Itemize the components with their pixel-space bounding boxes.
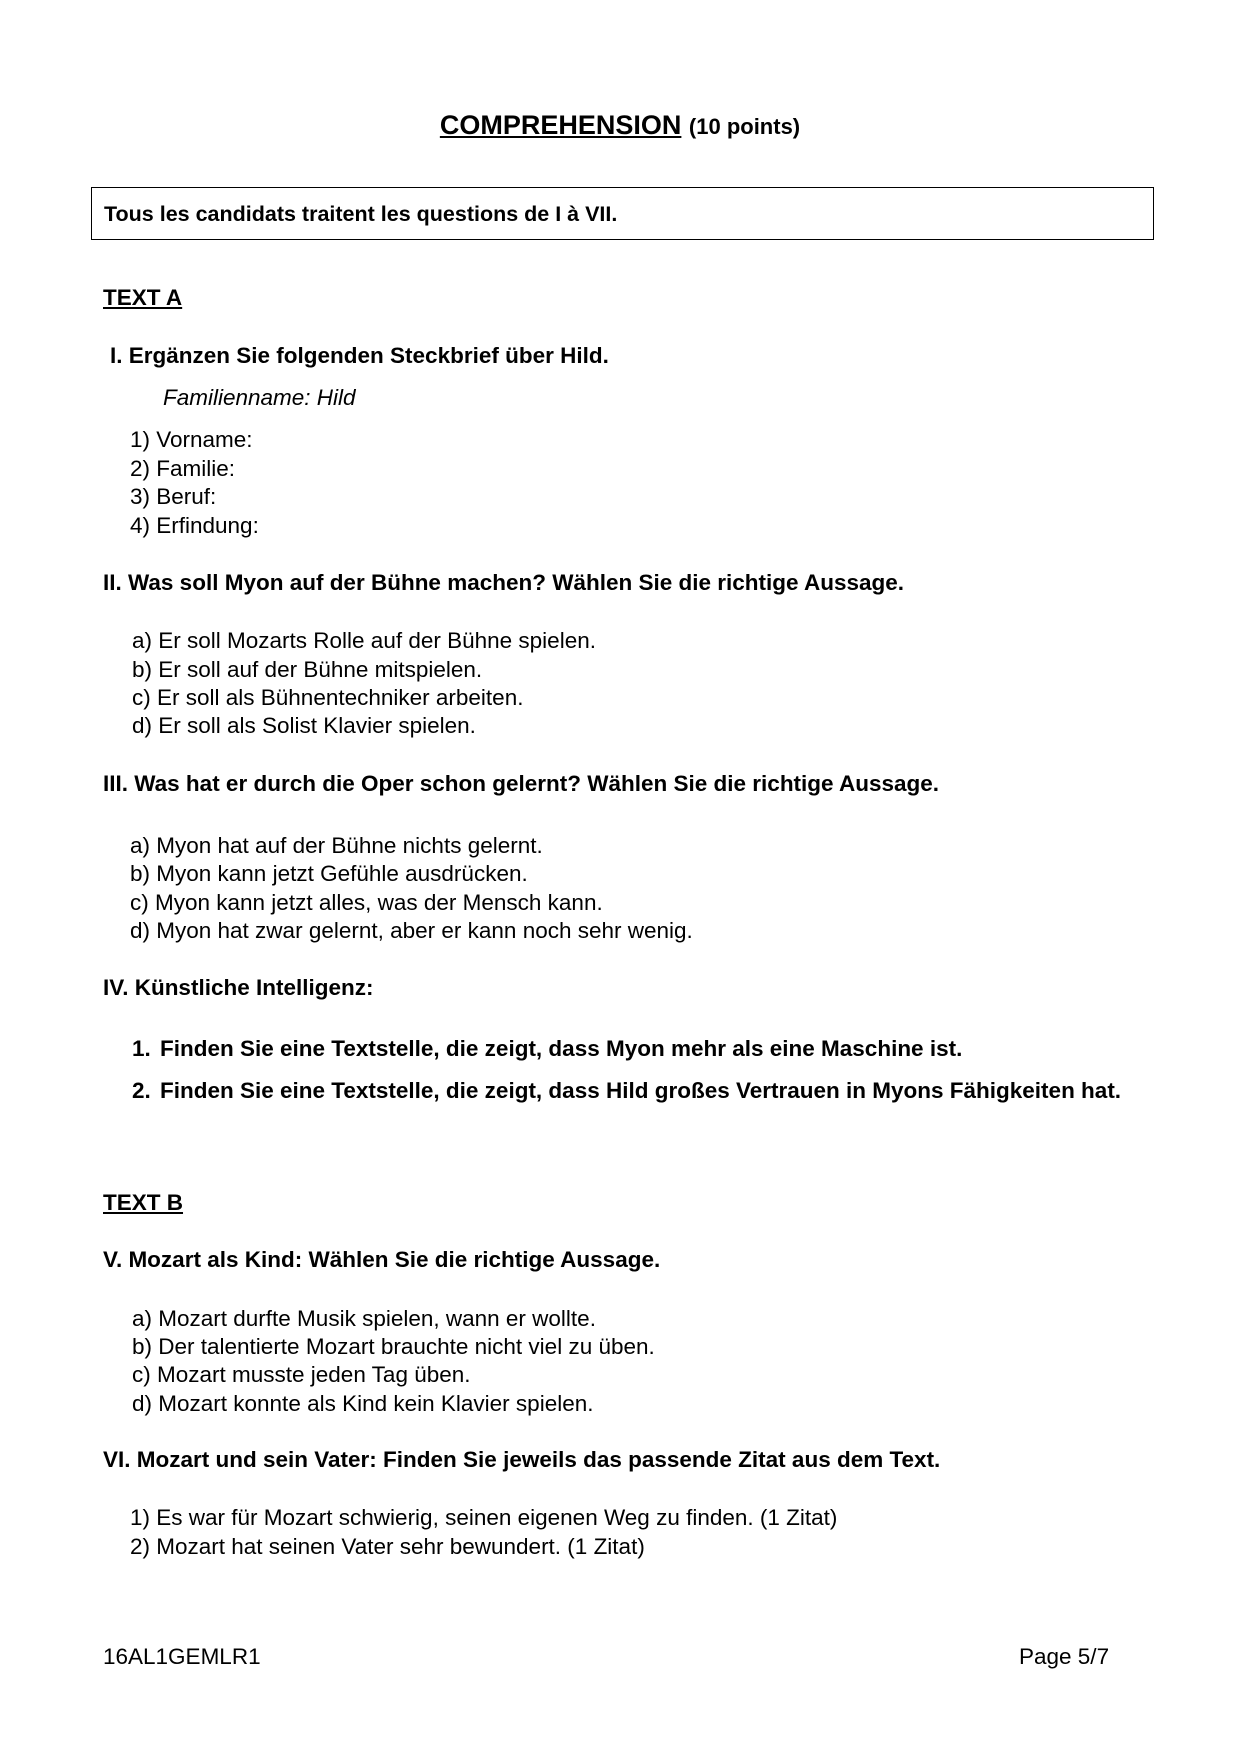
q1-item: 2) Familie: [130, 456, 236, 481]
q1-given: Familienname: Hild [163, 385, 356, 410]
q6-item: 1) Es war für Mozart schwierig, seinen eigenen Weg zu finden. (1 Zitat) [130, 1505, 838, 1530]
q4-item-text: Finden Sie eine Textstelle, die zeigt, dass Myon mehr als eine Maschine ist. [160, 1036, 963, 1061]
footer-page-number: Page 5/7 [1019, 1644, 1110, 1669]
q4-item-number: 2. [132, 1078, 151, 1103]
q1-item: 3) Beruf: [130, 484, 217, 509]
footer-code: 16AL1GEMLR1 [103, 1644, 261, 1669]
q4-item-text: Finden Sie eine Textstelle, die zeigt, dass Hild großes Vertrauen in Myons Fähigkeiten hat. [160, 1078, 1122, 1103]
q1-item: 4) Erfindung: [130, 513, 259, 538]
text-b-label: TEXT B [103, 1190, 184, 1215]
q5-option: a) Mozart durfte Musik spielen, wann er wollte. [132, 1306, 596, 1331]
q2-option: d) Er soll als Solist Klavier spielen. [132, 713, 476, 738]
q5-heading: V. Mozart als Kind: Wählen Sie die richtige Aussage. [103, 1247, 661, 1272]
q3-option: a) Myon hat auf der Bühne nichts gelernt. [130, 833, 543, 858]
q4-item [132, 1076, 1142, 1105]
title-text: COMPREHENSION [439, 110, 682, 140]
q5-option: c) Mozart musste jeden Tag üben. [132, 1362, 471, 1387]
q1-item: 1) Vorname: [130, 427, 253, 452]
q6-heading: VI. Mozart und sein Vater: Finden Sie jeweils das passende Zitat aus dem Text. [103, 1447, 941, 1472]
q2-heading: II. Was soll Myon auf der Bühne machen? Wählen Sie die richtige Aussage. [103, 570, 904, 595]
instruction-box [91, 187, 1154, 240]
q5-option: d) Mozart konnte als Kind kein Klavier spielen. [132, 1391, 594, 1416]
q4-heading: IV. Künstliche Intelligenz: [103, 975, 374, 1000]
q2-option: c) Er soll als Bühnentechniker arbeiten. [132, 685, 524, 710]
q3-option: c) Myon kann jetzt alles, was der Mensch kann. [130, 890, 603, 915]
q1-heading: I. Ergänzen Sie folgenden Steckbrief über Hild. [110, 343, 609, 368]
instruction-text: Tous les candidats traitent les questions de I à VII. [104, 202, 618, 226]
q3-option: b) Myon kann jetzt Gefühle ausdrücken. [130, 861, 528, 886]
text-a-label: TEXT A [103, 285, 183, 310]
page-title [0, 110, 1240, 141]
q6-item: 2) Mozart hat seinen Vater sehr bewundert. (1 Zitat) [130, 1534, 645, 1559]
q5-option: b) Der talentierte Mozart brauchte nicht viel zu üben. [132, 1334, 655, 1359]
title-points: (10 points) [688, 114, 801, 139]
q3-option: d) Myon hat zwar gelernt, aber er kann noch sehr wenig. [130, 918, 693, 943]
q3-heading: III. Was hat er durch die Oper schon gelernt? Wählen Sie die richtige Aussage. [103, 771, 940, 796]
q4-item-number: 1. [132, 1036, 151, 1061]
q2-option: a) Er soll Mozarts Rolle auf der Bühne spielen. [132, 628, 596, 653]
q4-item [132, 1034, 1142, 1063]
q2-option: b) Er soll auf der Bühne mitspielen. [132, 657, 483, 682]
